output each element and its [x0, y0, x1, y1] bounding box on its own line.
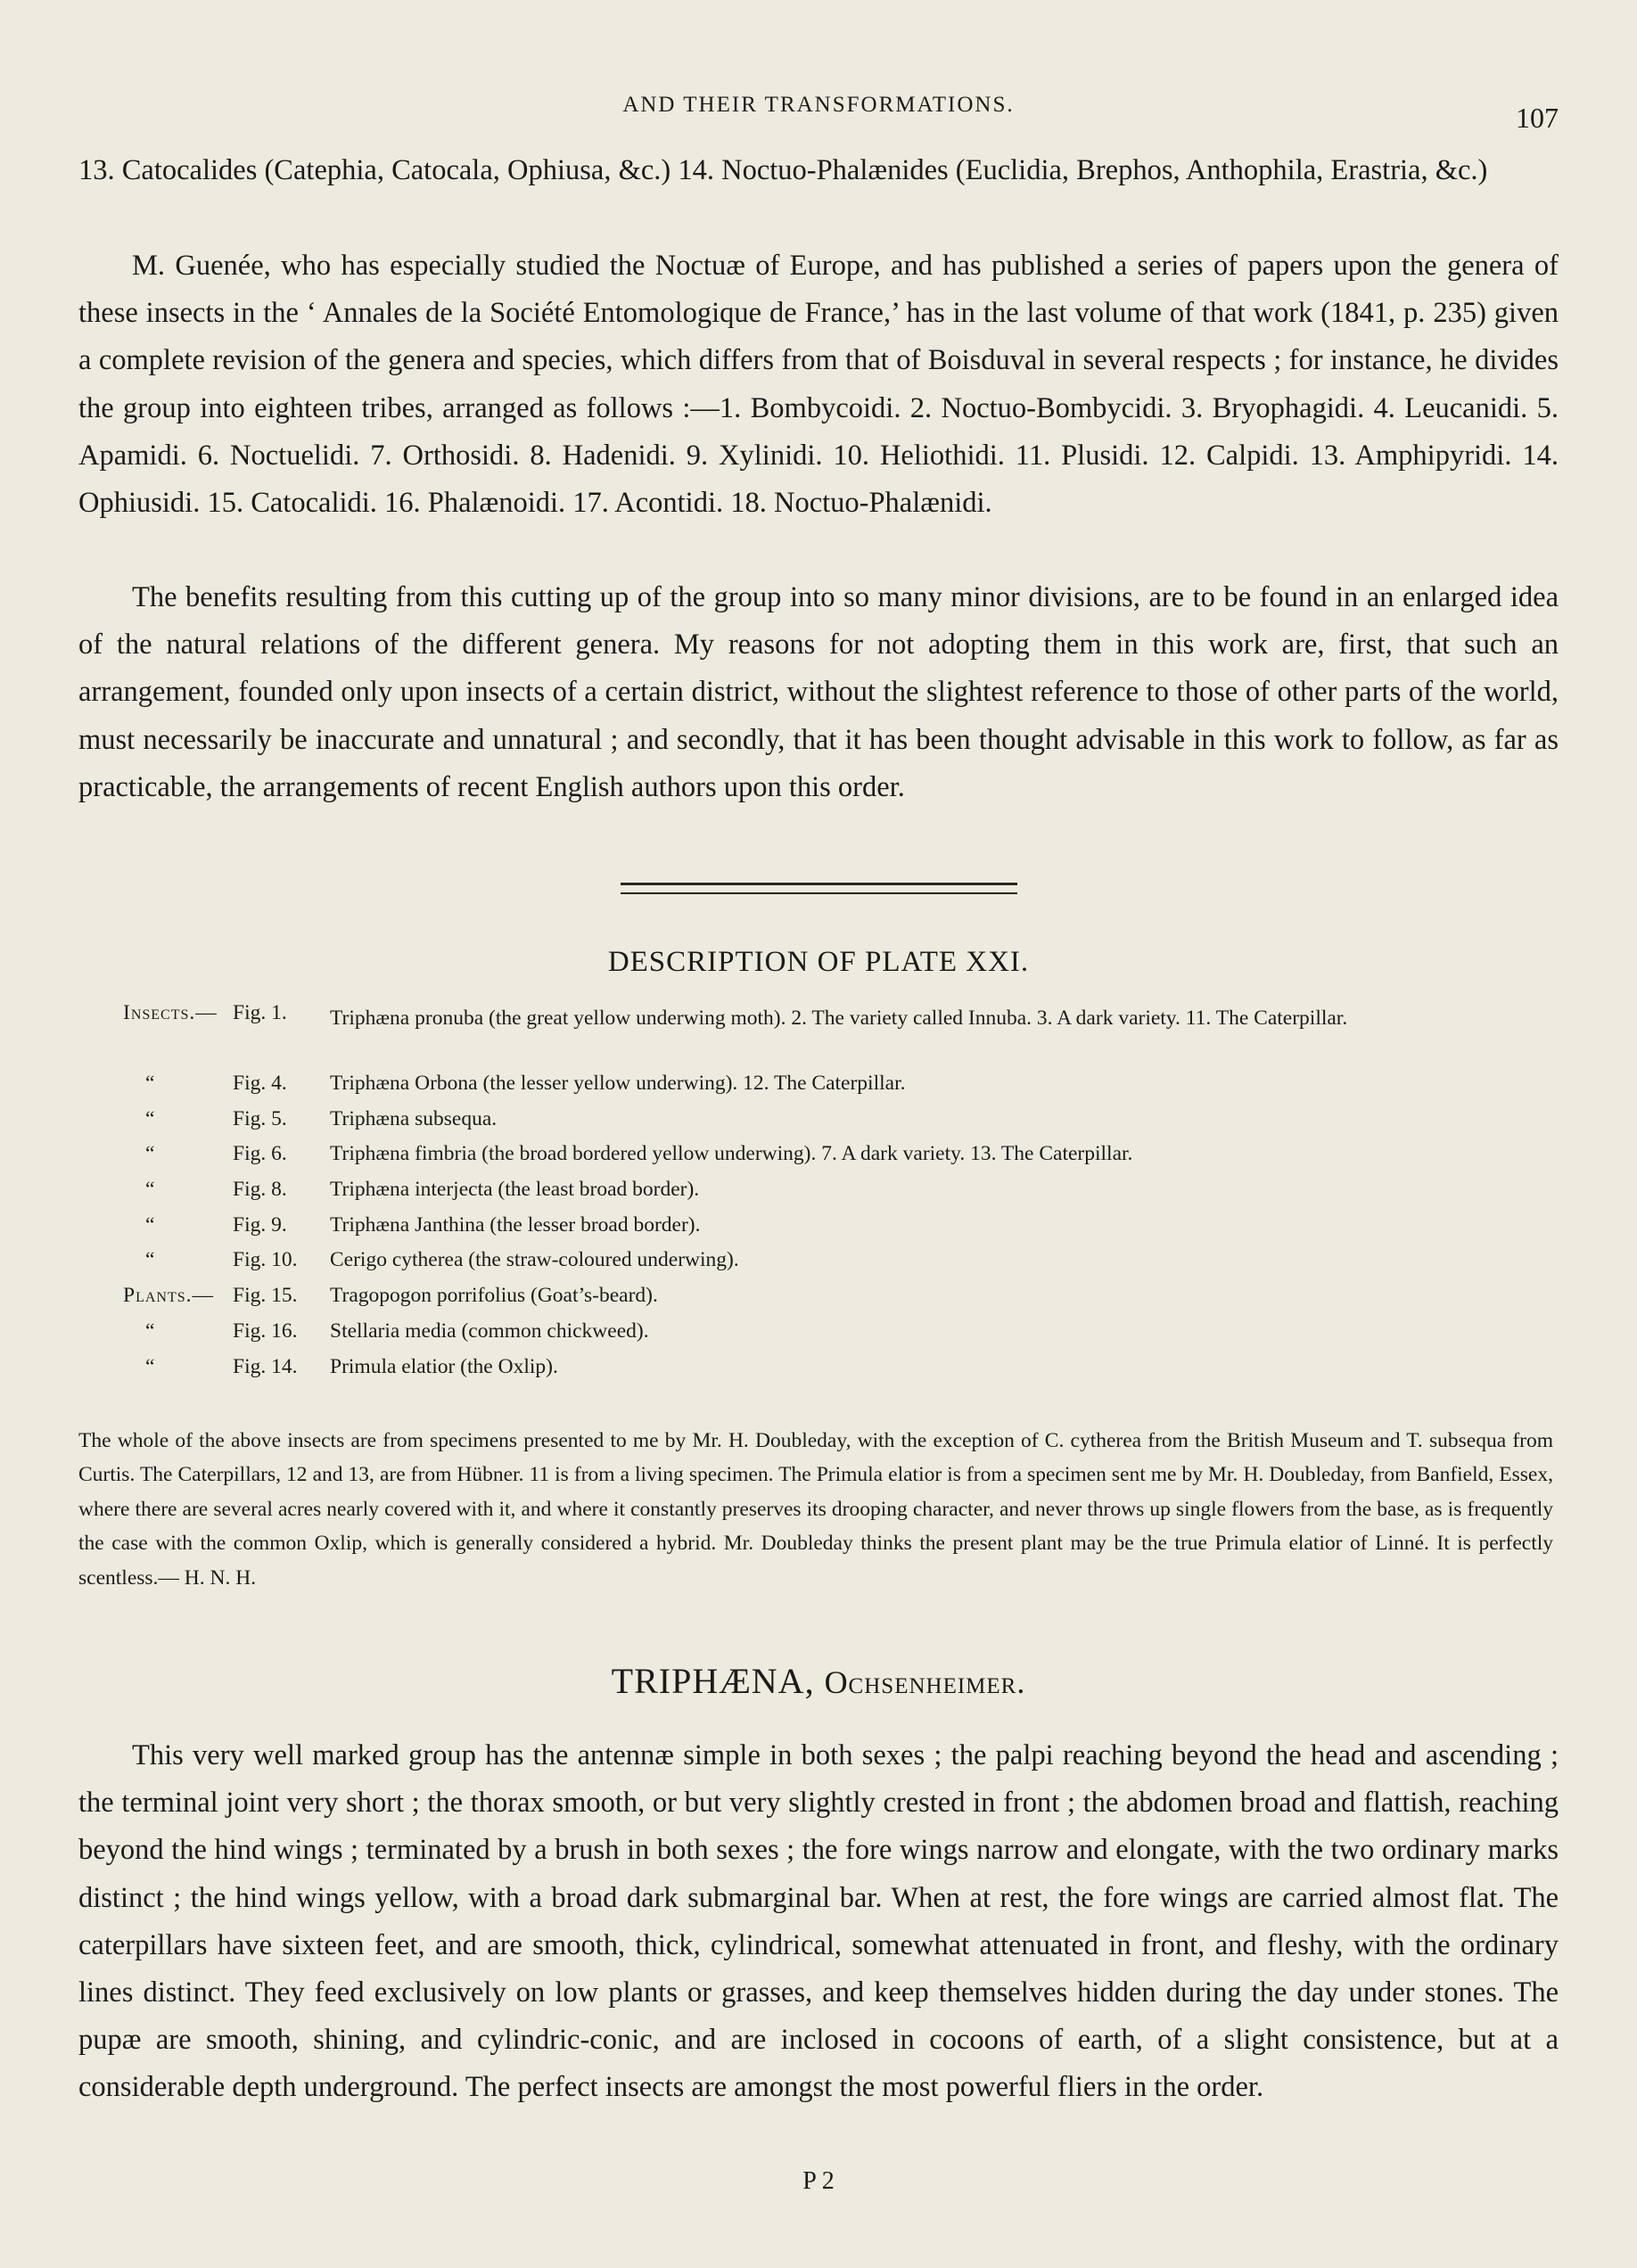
paragraph-1: 13. Catocalides (Catephia, Catocala, Ophiusa, &c.) 14. Noctuo-Phalænides (Euclidia, Brephos, Anthophila, Erastria, &c.): [78, 154, 1488, 186]
guenee-paragraph-block: [78, 242, 1559, 527]
plate-row: [123, 1284, 1550, 1319]
figure-number: Fig. 5.: [233, 1106, 287, 1130]
figure-description: Tragopogon porrifolius (Goat’s-beard).: [330, 1284, 658, 1308]
benefits-paragraph-block: [78, 574, 1559, 811]
paragraph-3: The benefits resulting from this cutting up of the group into so many minor divisions, are to be found in an enlarged idea of the natural relations of the different genera. My reasons for not adopting them in this work are, first, that such an arrangement, founded only upon insects of a certain district, without the slightest reference to those of other parts of the world, must necessarily be inaccurate and unnatural ; and secondly, that it has been thought advisable in this work to follow, as far as practicable, the arrangements of recent English authors upon this order.: [78, 581, 1559, 803]
genus-name: TRIPHÆNA,: [611, 1661, 815, 1701]
figure-description: Triphæna Janthina (the lesser broad border).: [330, 1212, 701, 1237]
plate-row: [123, 1178, 1550, 1213]
page-number: 107: [1516, 102, 1559, 134]
paragraph-2: M. Guenée, who has especially studied the Noctuæ of Europe, and has published a series of papers upon the genera of these insects in the ‘ Annales de la Société Entomologique de France,’ has in the last volume of that work (1841, p. 235) given a complete revision of the genera and species, which differs from that of Boisduval in several respects ; for instance, he divides the group into eighteen tribes, arranged as follows :—1. Bombycoidi. 2. Noctuo-Bombycidi. 3. Bryophagidi. 4. Leucanidi. 5. Apamidi. 6. Noctuelidi. 7. Orthosidi. 8. Hadenidi. 9. Xylinidi. 10. Heliothidi. 11. Plusidi. 12. Calpidi. 13. Amphipyridi. 14. Ophiusidi. 15. Catocalidi. 16. Phalænoidi. 17. Acontidi. 18. Noctuo-Phalænidi.: [78, 250, 1559, 520]
section-divider: [621, 883, 1017, 894]
genus-heading: [0, 1660, 1637, 1702]
plate-row: [123, 1107, 1550, 1143]
figure-number: Fig. 9.: [233, 1212, 287, 1237]
plate-category: Insects.—: [123, 1001, 218, 1024]
plate-row: [123, 1248, 1550, 1284]
signature-mark: P 2: [802, 2167, 835, 2195]
figure-number: Fig. 10.: [233, 1248, 298, 1272]
ditto-mark: “: [145, 1106, 155, 1130]
figure-number: Fig. 16.: [233, 1319, 298, 1343]
genus-description: This very well marked group has the antennæ simple in both sexes ; the palpi reaching beyond the head and ascending ; the terminal joint very short ; the thorax smooth, or but very slightly crested in front ; the abdomen broad and flattish, reaching beyond the hind wings ; terminated by a brush in both sexes ; the fore wings narrow and elongate, with the two ordinary marks distinct ; the hind wings yellow, with a broad dark submarginal bar. When at rest, the fore wings are carried almost flat. The caterpillars have sixteen feet, and are smooth, thick, cylindrical, somewhat attenuated in front, and fleshy, with the ordinary lines distinct. They feed exclusively on low plants or grasses, and keep themselves hidden during the day under stones. The pupæ are smooth, shining, and cylindric-conic, and are inclosed in cocoons of earth, of a slight consistence, but at a considerable depth underground. The perfect insects are amongst the most powerful fliers in the order.: [78, 1739, 1559, 2104]
ditto-mark: “: [145, 1319, 155, 1343]
ditto-mark: “: [145, 1354, 155, 1378]
plate-row: [123, 1319, 1550, 1355]
ditto-mark: “: [145, 1142, 155, 1166]
figure-description: Triphæna Orbona (the lesser yellow underwing). 12. The Caterpillar.: [330, 1072, 906, 1095]
ditto-mark: “: [145, 1178, 155, 1202]
ditto-mark: “: [145, 1248, 155, 1272]
figure-description: Stellaria media (common chickweed).: [330, 1319, 649, 1343]
figure-description: Triphæna interjecta (the least broad border).: [330, 1178, 700, 1202]
figure-description: Cerigo cytherea (the straw-coloured underwing).: [330, 1248, 739, 1272]
figure-number: Fig. 8.: [233, 1178, 287, 1202]
figure-description: Triphæna subsequa.: [330, 1106, 498, 1130]
ditto-mark: “: [145, 1212, 155, 1237]
plate-category: Plants.—: [123, 1284, 214, 1308]
tribe-list-continuation: [78, 147, 1559, 194]
plate-title: DESCRIPTION OF PLATE XXI.: [607, 946, 1030, 978]
figure-description: Primula elatior (the Oxlip).: [330, 1354, 558, 1378]
plate-figure-list: [123, 1001, 1550, 1390]
plate-row: [123, 1213, 1550, 1249]
plate-row: [123, 1142, 1550, 1178]
plate-row: [123, 1072, 1550, 1107]
plate-note: The whole of the above insects are from specimens presented to me by Mr. H. Doubleday, with the exception of C. cytherea from the British Museum and T. subsequa from Curtis. The Caterpillars, 12 and 13, are from Hübner. 11 is from a living specimen. The Primula elatior is from a specimen sent me by Mr. H. Doubleday, from Banfield, Essex, where there are several acres nearly covered with it, and where it constantly preserves its drooping character, and never throws up single flowers from the base, as is frequently the case with the common Oxlip, which is generally considered a hybrid. Mr. Doubleday thinks the present plant may be the true Primula elatior of Linné. It is perfectly scentless.— H. N. H.: [78, 1429, 1553, 1590]
figure-number: Fig. 15.: [233, 1284, 298, 1308]
plate-row: [123, 1001, 1550, 1072]
genus-description-block: [78, 1732, 1559, 2112]
plate-row: [123, 1355, 1550, 1391]
figure-description: Triphæna fimbria (the broad bordered yellow underwing). 7. A dark variety. 13. The Caterpillar.: [330, 1142, 1133, 1166]
figure-number: Fig. 4.: [233, 1072, 287, 1095]
ditto-mark: “: [145, 1072, 155, 1095]
genus-author: Ochsenheimer.: [824, 1664, 1026, 1700]
figure-number: Fig. 6.: [233, 1142, 287, 1166]
figure-number: Fig. 1.: [233, 1001, 287, 1024]
running-title: AND THEIR TRANSFORMATIONS.: [622, 93, 1015, 117]
figure-number: Fig. 14.: [233, 1354, 298, 1378]
figure-description: Triphæna pronuba (the great yellow underwing moth). 2. The variety called Innuba. 3. A dark variety. 11. The Caterpillar.: [330, 1007, 1348, 1030]
